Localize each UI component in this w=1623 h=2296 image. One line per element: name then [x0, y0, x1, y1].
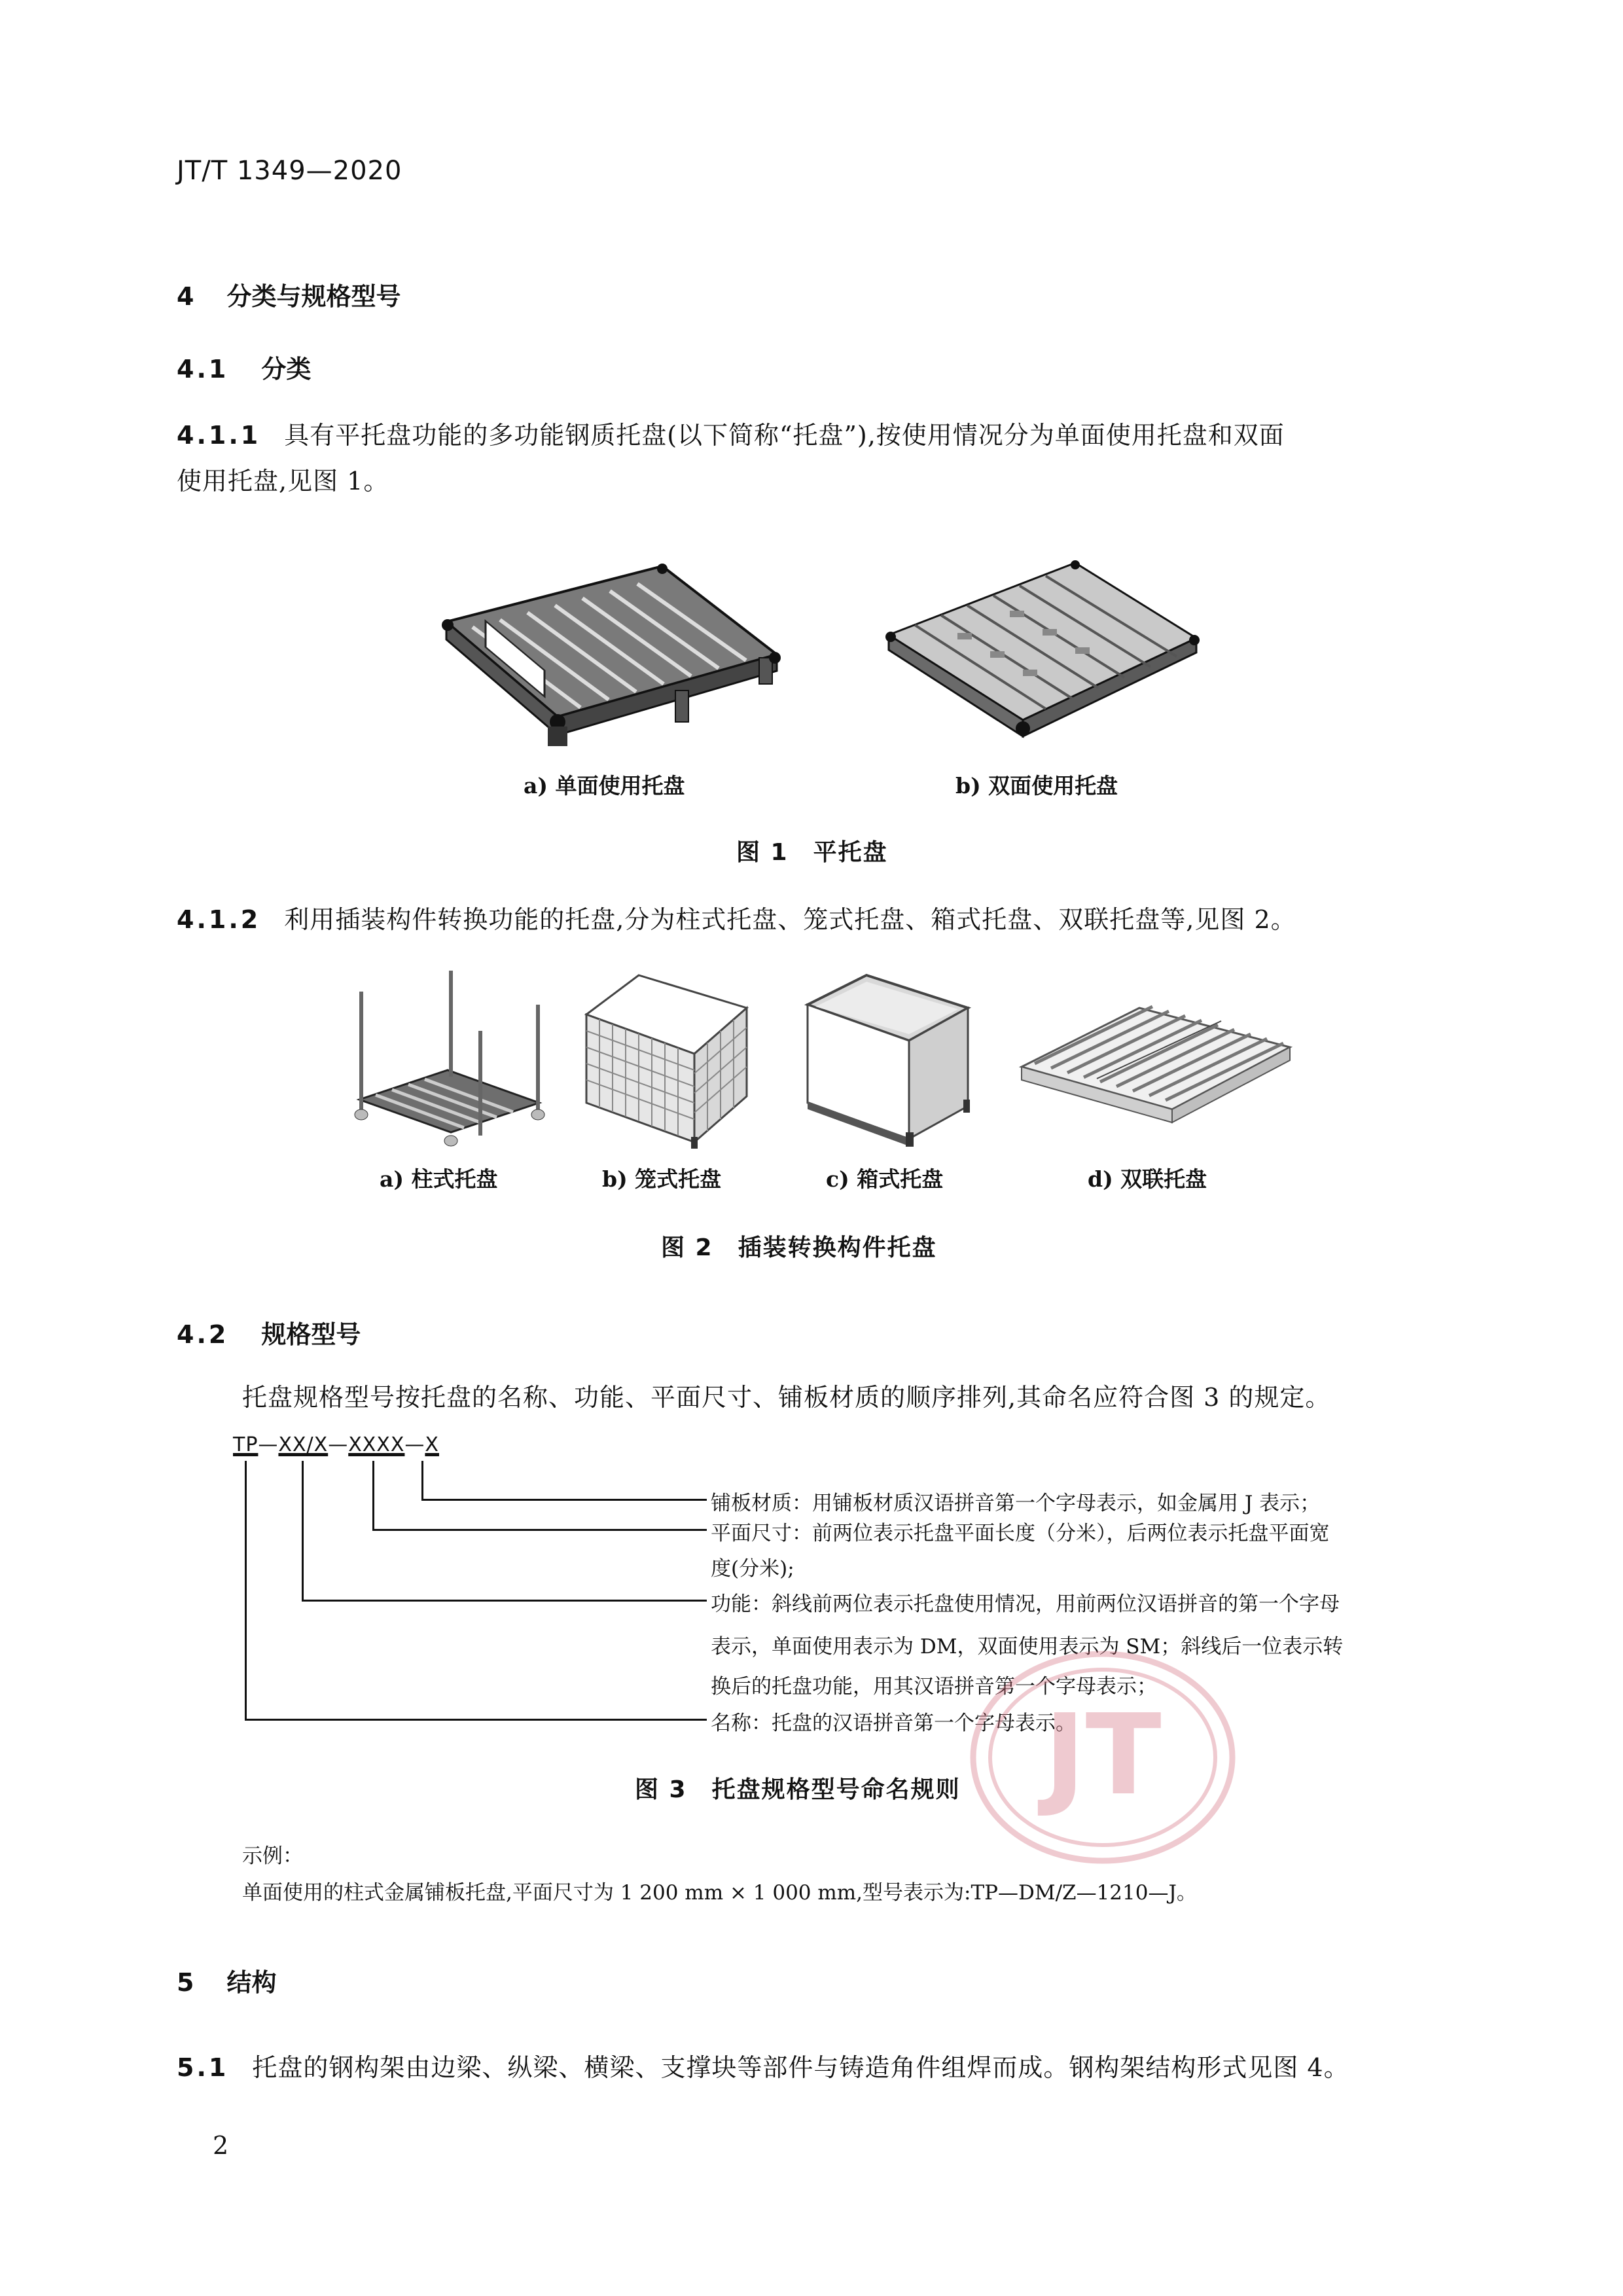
figure3-title: 图 3 托盘规格型号命名规则 — [635, 1776, 961, 1803]
connector-size-vertical — [372, 1461, 374, 1530]
code-part-name: TP — [233, 1433, 259, 1456]
figure2-caption-c: c) 箱式托盘 — [826, 1166, 944, 1192]
code-separator: — — [328, 1433, 349, 1456]
figure2-caption-d: d) 双联托盘 — [1088, 1166, 1207, 1192]
section-5-heading — [177, 1962, 276, 1998]
section-4-2-paragraph: 托盘规格型号按托盘的名称、功能、平面尺寸、铺板材质的顺序排列,其命名应符合图 3 的规定。 — [242, 1383, 1331, 1412]
section-number: 4 — [177, 282, 194, 311]
desc-material: 铺板材质：用铺板材质汉语拼音第一个字母表示，如金属用 J 表示； — [711, 1492, 1321, 1515]
clause-4-1-2 — [177, 899, 1296, 935]
connector-name-vertical — [245, 1461, 247, 1720]
code-part-size: XXXX — [348, 1433, 405, 1456]
single-face-pallet-image — [440, 560, 783, 749]
connector-name-horizontal — [245, 1719, 707, 1721]
clause-4-1-1-line2: 使用托盘,见图 1。 — [177, 467, 389, 495]
connector-material-horizontal — [421, 1499, 707, 1501]
figure2-title: 图 2 插装转换构件托盘 — [661, 1234, 937, 1261]
desc-name: 名称：托盘的汉语拼音第一个字母表示。 — [711, 1712, 1076, 1735]
model-code-pattern — [233, 1433, 439, 1456]
twin-pallet-image — [1018, 1001, 1293, 1132]
cage-pallet-image — [580, 965, 753, 1152]
desc-function-line1: 功能：斜线前两位表示托盘使用情况，用前两位汉语拼音的第一个字母 — [711, 1592, 1340, 1616]
connector-function-vertical — [302, 1461, 304, 1601]
clause-5-1 — [177, 2047, 1349, 2083]
section-4-heading — [177, 276, 401, 312]
clause-4-1-1-line1 — [177, 415, 1285, 451]
watermark-text: JT — [1044, 1691, 1162, 1820]
section-4-2-heading — [177, 1314, 361, 1350]
example-text: 单面使用的柱式金属铺板托盘,平面尺寸为 1 200 mm × 1 000 mm,型号表示为:TP—DM/Z—1210—J。 — [242, 1881, 1197, 1905]
clause-number: 4.1.2 — [177, 905, 261, 934]
connector-function-horizontal — [302, 1600, 707, 1602]
document-code: JT/T 1349—2020 — [177, 156, 402, 186]
post-pallet-image — [349, 965, 549, 1152]
section-title: 规格型号 — [261, 1320, 361, 1349]
desc-function-line2: 表示，单面使用表示为 DM，双面使用表示为 SM；斜线后一位表示转 — [711, 1635, 1344, 1659]
code-separator: — — [404, 1433, 425, 1456]
code-separator: — — [258, 1433, 279, 1456]
section-title: 结构 — [226, 1968, 277, 1997]
figure2-caption-b: b) 笼式托盘 — [602, 1166, 722, 1192]
page-number: 2 — [213, 2131, 229, 2160]
connector-size-horizontal — [372, 1529, 707, 1531]
clause-text: 利用插装构件转换功能的托盘,分为柱式托盘、笼式托盘、箱式托盘、双联托盘等,见图 2。 — [284, 905, 1296, 934]
clause-text: 托盘的钢构架由边梁、纵梁、横梁、支撑块等部件与铸造角件组焊而成。钢构架结构形式见图 4。 — [252, 2053, 1349, 2082]
clause-text: 具有平托盘功能的多功能钢质托盘(以下简称“托盘”),按使用情况分为单面使用托盘和双面 — [284, 421, 1285, 450]
double-face-pallet-image — [885, 560, 1200, 749]
clause-number: 5.1 — [177, 2053, 229, 2082]
code-part-material: X — [425, 1433, 439, 1456]
desc-size-line1: 平面尺寸：前两位表示托盘平面长度（分米），后两位表示托盘平面宽 — [711, 1522, 1330, 1545]
section-4-1-heading — [177, 349, 311, 385]
figure2-caption-a: a) 柱式托盘 — [380, 1166, 498, 1192]
figure1-title: 图 1 平托盘 — [736, 839, 888, 866]
figure1-caption-a: a) 单面使用托盘 — [524, 773, 685, 798]
connector-material-vertical — [421, 1461, 423, 1500]
section-title: 分类 — [261, 355, 312, 384]
figure1-caption-b: b) 双面使用托盘 — [955, 773, 1118, 798]
example-label: 示例： — [242, 1844, 303, 1868]
desc-size-line2: 度(分米); — [711, 1557, 794, 1581]
section-number: 4.1 — [177, 355, 229, 384]
box-pallet-image — [801, 965, 974, 1152]
section-title: 分类与规格型号 — [226, 282, 401, 311]
section-number: 4.2 — [177, 1320, 229, 1349]
clause-number: 4.1.1 — [177, 421, 261, 450]
code-part-function: XX/X — [278, 1433, 329, 1456]
section-number: 5 — [177, 1968, 194, 1997]
desc-function-line3: 换后的托盘功能，用其汉语拼音第一个字母表示； — [711, 1675, 1157, 1698]
